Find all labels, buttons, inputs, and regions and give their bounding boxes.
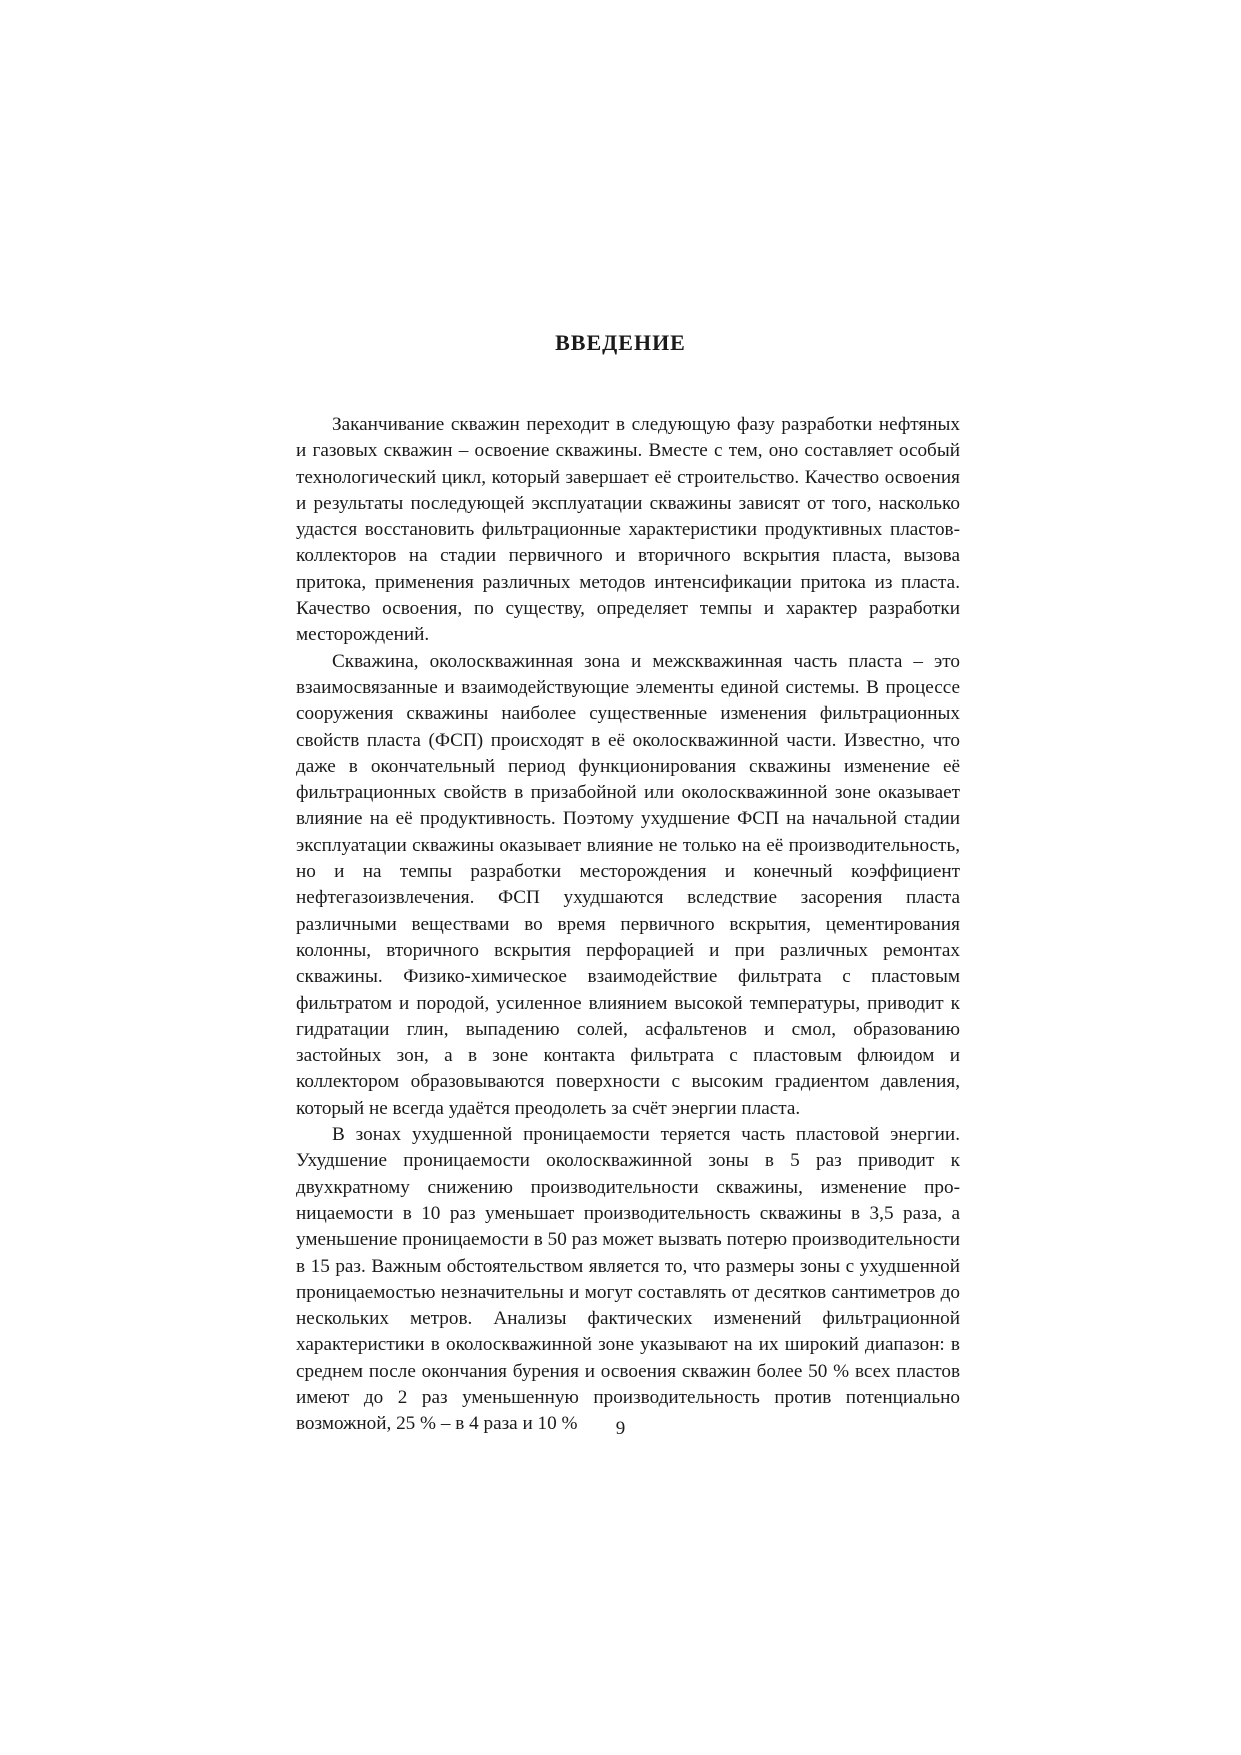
page-number: 9 — [615, 1418, 626, 1439]
paragraph: Заканчивание скважин переходит в следующую фазу разработки нефтяных и газовых скважин – освоение скважины. Вместе с тем, оно составляет особый технологический цикл, который завершает её строительство. Качество освоения и результаты последующей эксплуатации скважины зависят от того, насколько удастся восстановить фильтрационные характеристики продуктивных пластов-коллекторов на стадии первичного и вторичного вскрытия пласта, вызова притока, применения различных методов интенсификации притока из пласта. Качество освоения, по существу, определяет темпы и характер разработки месторождений. — [296, 414, 960, 646]
paragraph: Скважина, околоскважинная зона и межскважинная часть пласта – это взаимосвязанные и взаимодействующие элементы единой системы. В процессе сооружения скважины наиболее существенные изменения фильтрационных свойств пласта (ФСП) происходят в её околоскважинной части. Известно, что даже в окончательный период функционирования скважины изменение её фильтрационных свойств в призабойной или околоскважинной зоне оказывает влияние на её продуктивность. Поэтому ухудшение ФСП на начальной стадии эксплуатации скважины оказывает влияние не только на её производительность, но и на темпы разработки месторождения и конечный коэффициент нефтегазоизвлечения. ФСП ухудшаются вследствие засорения пласта различными веществами во время первичного вскрытия, цементирования колонны, вторичного вскрытия перфорацией и при различных ремонтах скважины. Физико-химическое взаимодействие фильтрата с пластовым фильтратом и породой, усиленное влиянием высокой температуры, приводит к гидратации глин, выпадению солей, асфальтенов и смол, образованию застойных зон, а в зоне контакта фильтрата с пластовым флюидом и коллектором образовываются поверхности с высоким градиентом давления, который не всегда удаётся преодолеть за счёт энергии пласта. — [296, 650, 960, 1119]
body-text — [296, 412, 960, 1438]
page-title: ВВЕДЕНИЕ — [555, 330, 686, 355]
paragraph: В зонах ухудшенной проницаемости теряется часть пластовой энергии. Ухудшение проницаемости околоскважинной зоны в 5 раз приводит к двухкратному снижению производительности скважины, изменение проницаемости в 10 раз уменьшает производительность скважины в 3,5 раза, а уменьшение проницаемости в 50 раз может вызвать потерю производительности в 15 раз. Важным обстоятельством является то, что размеры зоны с ухудшенной проницаемостью незначительны и могут составлять от десятков сантиметров до нескольких метров. Анализы фактических изменений фильтрационной характеристики в околоскважинной зоне указывают на их широкий диапазон: в среднем после окончания бурения и освоения скважин более 50 % всех пластов имеют до 2 раз уменьшенную производительность против потенциально возможной, 25 % – в 4 раза и 10 % — [296, 1124, 960, 1435]
